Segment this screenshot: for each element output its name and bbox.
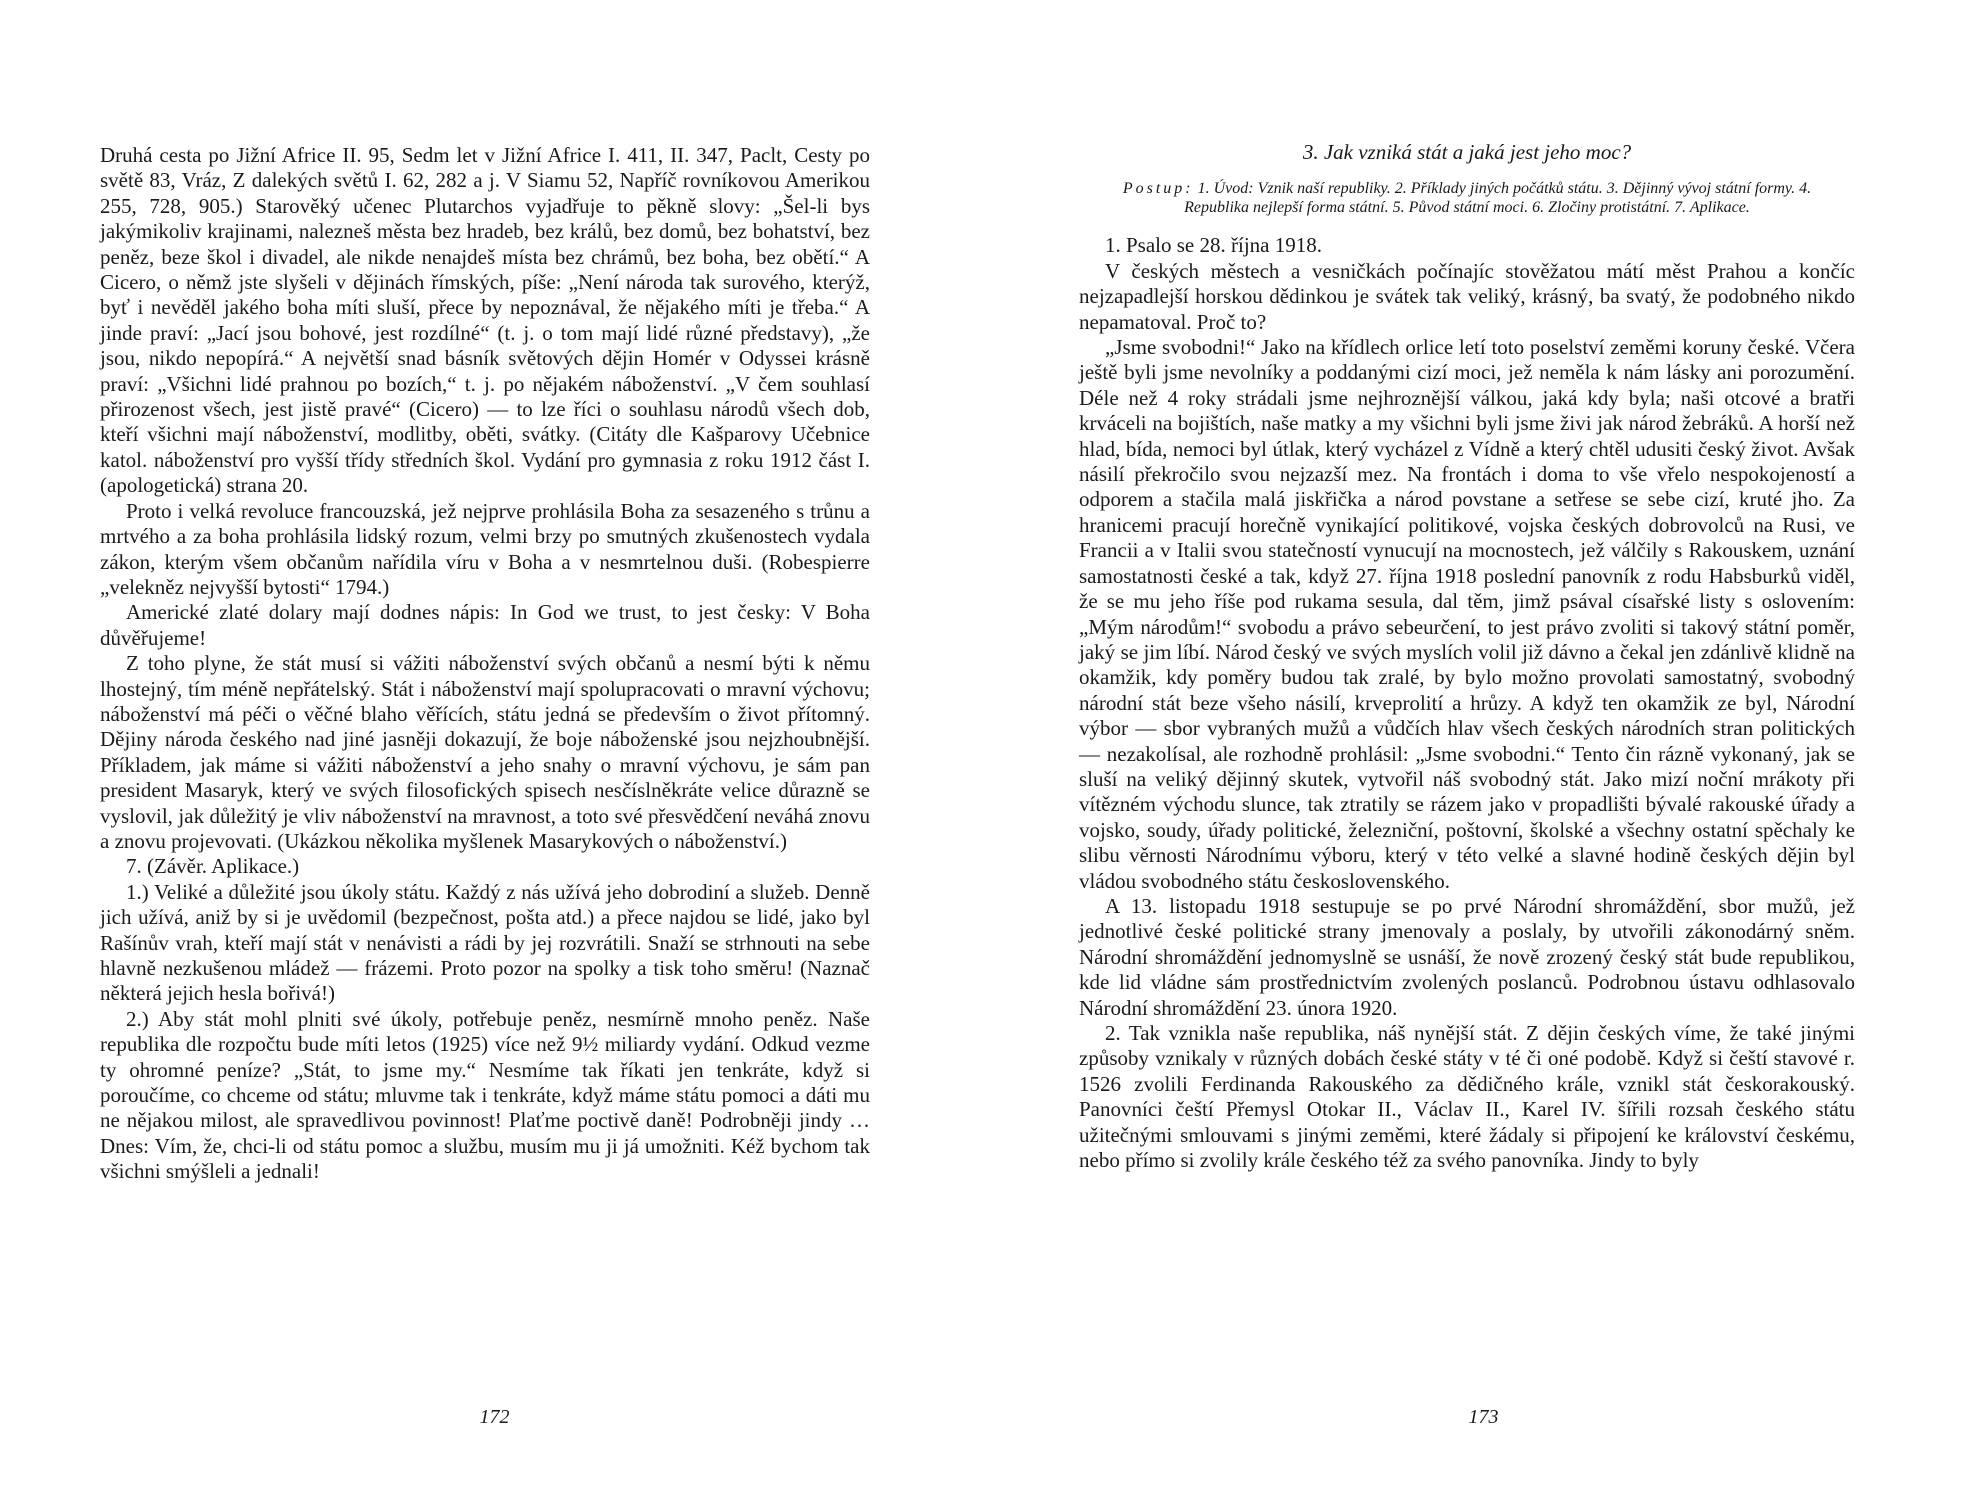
paragraph: 7. (Závěr. Aplikace.) [126,854,300,879]
right-text-column [1079,140,1855,1173]
paragraph: A 13. listopadu 1918 sestupuje se po prvé Národní shromáždění, sbor mužů, jež jednotlivé české politické strany jmenovaly a poslaly, by utvořili zákonodárný sněm. Národní shromáždění jednomyslně se usnáší, že nově zrozený český stát bude republikou, kde lid vládne sám prostřednictvím zvolených poslanců. Podrobnou ústavu odhlasovalo Národní shromáždění 23. února 1920. [1079,893,1855,1020]
paragraph: Z toho plyne, že stát musí si vážiti náboženství svých občanů a nesmí býti k němu lhostejný, tím méně nepřátelský. Stát i náboženství mají spolupracovati o mravní výchovu; náboženství má péči o věčné blaho věřících, státu jedná se především o život přítomný. Dějiny národa českého nad jiné jasněji dokazují, že boje náboženské jsou nejzhoubnější. Příkladem, jak máme si vážiti náboženství a jeho snahy o mravní výchovu, je sám pan president Masaryk, který ve svých filosofických spisech nesčíslněkráte velice důrazně se vyslovil, jak důležitý je vliv náboženství na mravnost, a toto své přesvědčení neváhá znovu a znovu projevovati. (Ukázkou několika myšlenek Masarykových o náboženství.) [100,651,870,853]
outline [1079,179,1855,217]
paragraph: Americké zlaté dolary mají dodnes nápis: In God we trust, to jest česky: V Boha důvěřujeme! [100,600,870,650]
page-number: 173 [1468,1406,1499,1428]
paragraph: 1.) Veliké a důležité jsou úkoly státu. Každý z nás užívá jeho dobrodiní a služeb. Denně jich užívá, aniž by si je uvědomil (bezpečnost, pošta atd.) a přece najdou se lidé, jako byl Rašínův vrah, kteří mají stát v nenávisti a rádi by jej rozvrátili. Snaží se strhnouti na sebe hlavně nezkušenou mládež — frázemi. Proto pozor na spolky a tisk toho směru! (Naznač některá jejich hesla bořivá!) [100,879,870,1006]
paragraph: V českých městech a vesničkách počínajíc stověžatou mátí měst Prahou a končíc nejzapadlejší horskou dědinkou je svátek tak veliký, krásný, ba svatý, že podobného nikdo nepamatoval. Proč to? [1079,258,1855,334]
section-title: 3. Jak vzniká stát a jaká jest jeho moc? [1302,140,1632,164]
page-number: 172 [479,1406,510,1428]
outline-label: Postup: [1122,180,1194,198]
right-page [989,0,1978,1500]
outline-text: 1. Úvod: Vznik naší republiky. 2. Příklady jiných počátků státu. 3. Dějinný vývoj státní formy. 4. Republika nejlepší forma státní. 5. Původ státní moci. 6. Zločiny protistátní. 7. Aplikace. [1184,180,1812,217]
paragraph: 2. Tak vznikla naše republika, náš nynější stát. Z dějin českých víme, že také jinými způsoby vznikaly v různých dobách české státy v té či oné podobě. Když si čeští stavové r. 1526 zvolili Ferdinanda Rakouského za dědičného krále, vznikl stát českorakouský. Panovníci čeští Přemysl Otokar II., Václav II., Karel IV. šířili rozsah českého státu užitečnými smlouvami s jinými zeměmi, které žádaly si připojení ke království českému, nebo přímo si zvolily krále českého též za svého panovníka. Jindy to byly [1079,1021,1855,1173]
paragraph: Proto i velká revoluce francouzská, jež nejprve prohlásila Boha za sesazeného s trůnu a mrtvého a za boha prohlásila lidský rozum, velmi brzy po smutných zkušenostech vydala zákon, kterým všem občanům nařídila víru v Boha a v nesmrtelnou duši. (Robespierre „velekněz nejvyšší bytosti“ 1794.) [100,498,870,599]
paragraph: Druhá cesta po Jižní Africe II. 95, Sedm let v Jižní Africe I. 411, II. 347, Paclt, Cesty po světě 83, Vráz, Z dalekých světů I. 62, 282 a j. V Siamu 52, Napříč rovníkovou Amerikou 255, 728, 905.) Starověký učenec Plutarchos vyjadřuje to pěkně slovy: „Šel-li bys jakýmikoliv krajinami, nalezneš města bez hradeb, bez králů, bez domů, bez bohatství, bez peněz, beze škol i divadel, ale nikde nenajdeš místa bez chrámů, bez boha, bez obětí.“ A Cicero, o němž jste slyšeli v dějinách římských, píše: „Není národa tak surového, kterýž, byť i nevěděl jakého boha míti sluší, přece by nepoznával, že nějakého míti je třeba.“ A jinde praví: „Jací jsou bohové, jest rozdílné“ (t. j. o tom mají lidé různé představy), „že jsou, nikdo nepopírá.“ A největší snad básník světových dějin Homér v Odyssei krásně praví: „Všichni lidé prahnou po bozích,“ t. j. po nějakém náboženství. „V čem souhlasí přirozenost všech, jest jistě pravé“ (Cicero) — to lze říci o souhlasu národů všech dob, kteří všichni mají náboženství, modlitby, oběti, svátky. (Citáty dle Kašparovy Učebnice katol. náboženství pro vyšší třídy středních škol. Vydání pro gymnasia z roku 1912 část I. (apologetická) strana 20. [100,143,870,498]
paragraph: 2.) Aby stát mohl plniti své úkoly, potřebuje peněz, nesmírně mnoho peněz. Naše republika dle rozpočtu bude míti letos (1925) více než 9½ miliardy vydání. Odkud vezme ty ohromné peníze? „Stát, to jsme my.“ Nesmíme tak říkati jen tenkráte, když si poroučíme, co chceme od státu; mluvme tak i tenkráte, když máme státu pomoci a dáti mu ne nějakou milost, ale spravedlivou povinnost! Plaťme poctivě daně! Podrobněji jindy … Dnes: Vím, že, chci-li od státu pomoc a službu, musím mu ji já umožniti. Kéž bychom tak všichni smýšleli a jednali! [100,1006,870,1184]
paragraph: „Jsme svobodni!“ Jako na křídlech orlice letí toto poselství zeměmi koruny české. Včera ještě byli jsme nevolníky a poddanými cizí moci, jež neměla k nám lásky ani porozumění. Déle než 4 roky strádali jsme nejhroznější válkou, jaká kdy byla; naši otcové a bratři krváceli na bojištích, naše matky a my všichni byli jsme živi jak národ žebráků. A horší než hlad, bída, nemoci byl útlak, který vycházel z Vídně a který chtěl udusiti český život. Avšak násilí překročilo svou nejzazší mez. Na frontách i doma to vše vřelo nespokojeností a odporem a stačila malá jiskřička a národ povstane a setřese se sebe cizí, kruté jho. Za hranicemi pracují horečně vynikající politikové, vojska českých dobrovolců na Rusi, ve Francii a v Italii svou statečností vynucují na mocnostech, jež válčily s Rakouskem, uznání samostatnosti české a tak, když 27. října 1918 poslední panovník z rodu Habsburků viděl, že se mu jeho říše pod rukama sesula, dal těm, jimž psával císařské listy s oslovením: „Mým národům!“ svobodu a právo sebeurčení, to jest právo zvoliti si takový státní poměr, jaký se jim líbí. Národ český ve svých myslích volil již dávno a čekal jen zdánlivě klidně na okamžik, kdy poměry budou tak zralé, by bylo možno provolati samostatný, svobodný národní stát beze všeho násilí, krveprolití a hrůzy. A když ten okamžik ze byl, Národní výbor — sbor vybraných mužů a vůdčích hlav všech českých národních stran politických — nezakolísal, ale rozhodně prohlásil: „Jsme svobodni.“ Tento čin rázně vykonaný, jak se sluší na veliký dějinný skutek, vytvořil náš svobodný stát. Jako mizí noční mrákoty při vítězném východu slunce, tak ztratily se rázem jako v propadlišti bývalé rakouské úřady a vojsko, soudy, úřady politické, železniční, poštovní, školské a všechny ostatní spěchaly ke slibu věrnosti Národnímu výboru, který v této velké a slavné hodině českých dějin byl vládou svobodného státu československého. [1079,335,1855,893]
paragraph: 1. Psalo se 28. října 1918. [1105,233,1322,258]
left-text-column [100,143,870,1185]
